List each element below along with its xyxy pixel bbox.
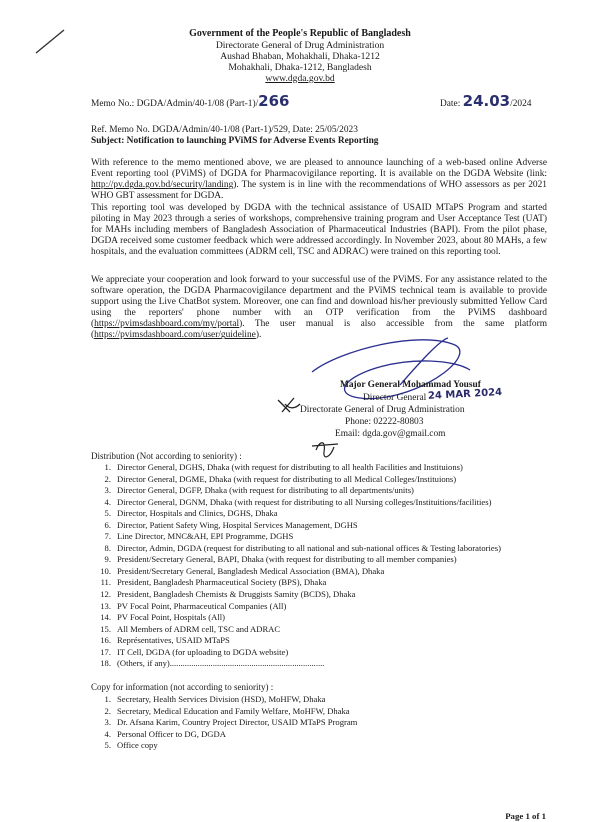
list-item [93,706,357,718]
list-item [93,624,501,636]
address-line-2: Mohakhali, Dhaka-1212, Bangladesh [228,62,372,73]
list-item-number: 4. [104,728,111,739]
list-item-number: 3. [104,717,111,728]
list-item-number: 8. [104,542,111,553]
government-title: Government of the People's Republic of Bangladesh [189,28,411,39]
list-item [93,485,501,497]
p3-text-c: ). [255,330,262,341]
address-line-1: Aushad Bhaban, Mohakhali, Dhaka-1212 [220,51,380,62]
signatory-email: Email: dgda.gov@gmail.com [335,429,446,439]
pvims-landing-link[interactable]: http://pv.dgda.gov.bd/security/landing [91,180,234,191]
list-item [93,543,501,555]
list-item-text: Director, Patient Safety Wing, Hospital Services Management, DGHS [117,519,358,530]
date-stamp: 24 MAR 2024 [427,387,503,402]
list-item-number: 18. [100,658,111,669]
signatory-title: Director General [363,393,427,403]
date-year: /2024 [510,99,532,109]
list-item-text: Personal Officer to DG, DGDA [117,728,226,739]
list-item [93,658,501,670]
list-item-number: 14. [100,612,111,623]
list-item [93,717,357,729]
list-item-text: Secretary, Health Services Division (HSD), MoHFW, Dhaka [117,694,326,704]
p1-text-a: With reference to the memo mentioned above, we are pleased to announce launching of a web-based online Adverse Event reporting tool (PViMS) of DGDA for Pharmacovigilance reporting. It is available on the DGDA Website (link: [91,158,547,180]
list-item-number: 2. [104,705,111,716]
paragraph-3 [91,275,547,342]
list-item-text: President, Bangladesh Chemists & Druggists Samity (BCDS), Dhaka [117,589,356,600]
list-item [93,647,501,659]
initial-scribble-2 [312,443,338,457]
list-item-text: Secretary, Medical Education and Family Welfare, MoHFW, Dhaka [117,705,350,716]
list-item-text: (Others, if any)........................................................................ [117,658,325,669]
page-number: Page 1 of 1 [505,811,546,821]
directorate-name: Directorate General of Drug Administration [215,40,385,51]
list-item-number: 15. [100,623,111,634]
list-item-text: PV Focal Point, Hospitals (All) [117,612,225,623]
list-item-text: President, Bangladesh Pharmaceutical Society (BPS), Dhaka [117,577,327,588]
reference-memo: Ref. Memo No. DGDA/Admin/40-1/08 (Part-1)/529, Date: 25/05/2023 [91,125,358,135]
list-item-text: Line Director, MNC&AH, EPI Programme, DGHS [117,531,294,542]
list-item [93,508,501,520]
list-item-text: Représentatives, USAID MTaPS [117,635,230,646]
list-item-number: 17. [100,646,111,657]
memo-number-text: Memo No.: DGDA/Admin/40-1/08 (Part-1)/ [91,99,259,109]
list-item-number: 6. [104,519,111,530]
list-item-text: President/Secretary General, Bangladesh Medical Association (BMA), Dhaka [117,565,385,576]
list-item [93,612,501,624]
list-item [93,520,501,532]
list-item-number: 7. [104,531,111,542]
list-item-number: 4. [104,496,111,507]
signatory-phone: Phone: 02222-80803 [345,417,424,427]
list-item [93,577,501,589]
list-item-text: Dr. Afsana Karim, Country Project Director, USAID MTaPS Program [117,717,358,728]
list-item [93,601,501,613]
memo-number-handwritten: 266 [258,92,290,110]
copy-title: Copy for information (not according to seniority) : [91,682,274,692]
list-item-number: 3. [104,485,111,496]
list-item [93,531,501,543]
date-handwritten: 24.03 [462,92,511,110]
date-label: Date: [440,99,463,109]
list-item [93,474,501,486]
memo-date [440,92,532,110]
list-item-number: 16. [100,635,111,646]
p3-text-b: ). The user manual is also accessible from the same platform ( [91,319,547,341]
list-item-number: 13. [100,600,111,611]
list-item-number: 9. [104,554,111,565]
list-item [93,589,501,601]
pvims-guideline-link[interactable]: https://pvimsdashboard.com/user/guideline [94,330,256,341]
paragraph-1 [91,158,547,202]
list-item [93,566,501,578]
list-item-number: 5. [104,740,111,751]
list-item-number: 5. [104,508,111,519]
copy-list [93,694,357,752]
list-item-text: IT Cell, DGDA (for uploading to DGDA website) [117,646,289,657]
signatory-name: Major General Mohammad Yousuf [340,380,481,390]
list-item-text: Director General, DGHS, Dhaka (with request for distributing to all health Facilities and Instituions) [117,462,463,472]
distribution-title: Distribution (Not according to seniority) : [91,451,242,461]
list-item-text: Director General, DGME, Dhaka (with request for distributing to all Medical Colleges/Instituions) [117,473,457,484]
list-item-text: Director General, DGFP, Dhaka (with request for distributing to all departments/units) [117,485,414,496]
list-item [93,729,357,741]
p1-text-b: ). The system is in line with the recommendations of WHO assessors as per 2021 WHO GBT assessment for DGDA. [91,180,547,202]
p3-text-a: We appreciate your cooperation and look forward to your successful use of the PViMS. For any assistance related to the software operation, the DGDA Pharmacovigilance department and the PViMS technical team is available to provide support using the Live ChatBot system. Moreover, one can find and download his/her previously submitted Yellow Card using the reporters' phone number with an OTP verification from the PViMS dashboard ( [91,275,547,330]
list-item [93,740,357,752]
subject-line: Subject: Notification to launching PViMS for Adverse Events Reporting [91,136,379,146]
list-item-number: 1. [104,462,111,472]
list-item-number: 10. [100,565,111,576]
list-item [93,635,501,647]
list-item-number: 11. [100,577,111,588]
list-item [93,694,357,706]
list-item-text: Director, Admin, DGDA (request for distributing to all national and sub-national offices & Testing laboratories) [117,542,501,553]
list-item-number: 12. [100,589,111,600]
list-item [93,554,501,566]
list-item-number: 1. [104,694,111,704]
website [0,73,600,84]
initial-scribble [278,398,300,412]
list-item-text: Director General, DGNM, Dhaka (with request for distributing to all Nursing colleges/Instituitions/facilities) [117,496,492,507]
list-item-number: 2. [104,473,111,484]
paragraph-2: This reporting tool was developed by DGDA with the technical assistance of USAID MTaPS Program and started piloting in May 2023 through a series of workshops, comprehensive training program and User Acceptance Test (UAT) for MAHs including members of Bangladesh Association of Pharmaceutical Industries (BAPI). From the pilot phase, DGDA received some customer feedback which were addressed accordingly. In November 2023, about 80 MAHs, a few hospitals, and the evaluation committees (ADRM cell, TSC and ADRAC) were trained on this reporting tool. [91,203,547,258]
list-item-text: PV Focal Point, Pharmaceutical Companies (All) [117,600,287,611]
signatory-org: Directorate General of Drug Administration [300,405,465,415]
distribution-list [93,462,501,670]
list-item [93,462,501,474]
website-link[interactable]: www.dgda.gov.bd [265,73,335,84]
list-item-text: President/Secretary General, BAPI, Dhaka (with request for distributing to all member companies) [117,554,457,565]
pvims-portal-link[interactable]: https://pvimsdashboard.com/my/portal [94,319,240,330]
list-item-text: Office copy [117,740,158,751]
list-item-text: All Members of ADRM cell, TSC and ADRAC [117,623,281,634]
memo-number [91,92,290,110]
list-item [93,497,501,509]
list-item-text: Director, Hospitals and Clinics, DGHS, Dhaka [117,508,278,519]
